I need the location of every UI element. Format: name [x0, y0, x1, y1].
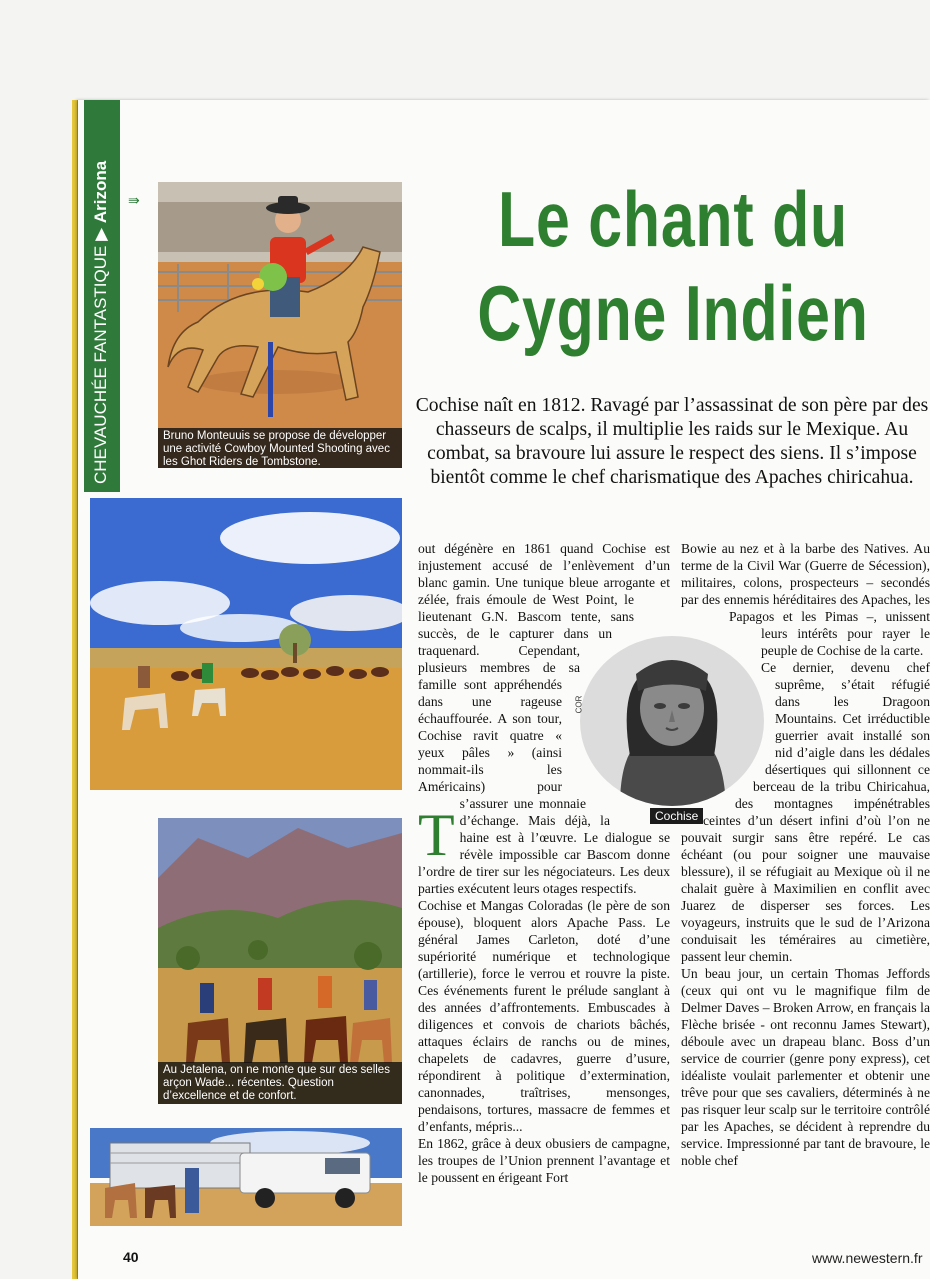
double-arrow-icon: ⇛ — [128, 193, 140, 209]
article-title — [473, 172, 874, 360]
wrap-spacer — [681, 812, 703, 829]
photo-cattle-drive — [90, 498, 402, 790]
col1-paragraph-3: En 1862, grâce à deux obusiers de campagne, les troupes de l’Union prennent l’avantage et le poussent en érigeant Fort — [418, 1136, 670, 1185]
article-intro: Cochise naît en 1812. Ravagé par l’assassinat de son père par des chasseurs de scalps, il multiplie les raids sur le Mexique. Au combat, sa bravoure lui assure le respect des siens. Il s’impose bientôt comme le chef charismatique des Apaches chiricahua. — [415, 395, 929, 488]
wrap-spacer — [681, 676, 775, 761]
section-rubric — [86, 100, 116, 484]
col1-paragraph-1: T out dégénère en 1861 quand Cochise est injustement accusé de l’enlèvement d’un blanc gamin. Une tunique bleue arrogante et zélée, frais émoule de West Point, le lieutenant G.N. Bascom tente, sans succès, de le capturer dans un traquenard. Cependant, plusieurs membres de sa famille sont appréhendés dans une rageuse échauffourée. A son tour, Cochise ravit quatre « yeux pâles » (ainsi nommait-ils les Américains) pour s’assurer une monnaie d’échange. Mais déjà, la haine est à l’œuvre. Le dialogue se révèle impossible car Bascom donne l’ordre de tirer sur les négociateurs. Les deux parties exécutent leurs otages respectifs. — [418, 541, 670, 896]
photo-credit: COR — [574, 695, 584, 714]
caption-photo3: Au Jetalena, on ne monte que sur des selles arçon Wade... récentes. Question d’excellence et de confort. — [158, 1062, 402, 1104]
wrap-spacer — [610, 808, 670, 825]
wrap-spacer — [612, 638, 670, 655]
wrap-spacer — [681, 625, 761, 676]
dropcap: T — [418, 802, 455, 868]
photo-mounted-shooting — [158, 182, 402, 468]
wrap-spacer — [586, 791, 670, 808]
wrap-spacer — [681, 761, 765, 778]
col2-paragraph-2: Ce dernier, devenu chef suprême, s’était réfugié dans les Dragoon Mountains. Cet irréductible guerrier avait installé son nid d’aigle dans les dédales désertiques qui sillonnent ce berceau de la tribu Chiricahua, des montagnes impénétrables ceintes d’un désert infini d’où l’on ne pouvait surgir sans être repéré. Le cas échéant (ou pour soigner une mauvaise blessure), il se réfugiait au Mexique où il ne chalait guère à Maximilien en conflit avec Juarez de disperser ses forces. Les voyageurs, instruits que le sud de l’Arizona conduisait les téméraires au cimetière, passent leur chemin. — [681, 660, 930, 964]
mounted-shooting-illustration — [158, 182, 402, 468]
truck-illustration — [90, 1128, 402, 1226]
article-column-1 — [418, 540, 670, 1230]
cattle-drive-illustration — [90, 498, 402, 790]
wrap-spacer — [634, 604, 670, 638]
rubric-text: CHEVAUCHÉE FANTASTIQUE — [91, 245, 110, 484]
wrap-spacer — [562, 689, 670, 791]
footer-url: www.newestern.fr — [812, 1250, 923, 1266]
col2-paragraph-1: Bowie au nez et à la barbe des Natives. Au terme de la Civil War (Guerre de Sécession), militaires, colons, prospecteurs – secondés par des ennemis héréditaires des Apaches, les Papagos et les Pimas –, unissent leurs intérêts pour rayer le peuple de Cochise de la carte. — [681, 541, 930, 658]
title-line-1: Le chant du — [498, 175, 848, 263]
portrait-label: Cochise — [650, 808, 703, 824]
wrap-spacer — [580, 655, 670, 689]
wrap-spacer — [681, 795, 735, 812]
wrap-spacer — [681, 608, 729, 625]
article-column-2 — [681, 540, 930, 1230]
page-number: 40 — [123, 1249, 139, 1265]
title-line-2: Cygne Indien — [477, 269, 869, 357]
rubric-region: Arizona — [91, 160, 110, 224]
col2-paragraph-3: Un beau jour, un certain Thomas Jeffords (ceux qui ont vu le magnifique film de Delmer Daves – Broken Arrow, en français la Flèche brisée - ont reconnu James Stewart), déboule avec un drapeau blanc. Boss d’un service de courrier (genre pony express), cet idéaliste voulait parlementer et obtenir une trêve pour que ses cavaliers, déterminés à ne pas risquer leur scalp sur le territoire contrôlé par les Apaches, se décident à reprendre du service. Impressionné par tant de bravoure, le noble chef — [681, 966, 930, 1168]
photo-truck-trailer — [90, 1128, 402, 1226]
rubric-arrow-icon: ▶ — [91, 227, 110, 241]
col1-paragraph-2: Cochise et Mangas Coloradas (le père de son épouse), bloquent alors Apache Pass. Le général James Carleton, doté d’une supériorité numérique et technologique (artillerie), force le verrou et rouvre la piste. Ces événements furent le prélude sanglant à des années d’affrontements. Embuscades à diligences et convois de chariots bâchés, attaques éclairs de ranchs ou de mines, chapelets de cadavres, guerre d’usure, répondirent à politique d’extermination, canonnades, traîtrises, mensonges, pendaisons, tortures, massacre de femmes et d’enfants, mépris... — [418, 898, 670, 1134]
wrap-spacer — [681, 778, 753, 795]
caption-photo1: Bruno Monteuuis se propose de développer une activité Cowboy Mounted Shooting avec les Ghot Riders de Tombstone. — [158, 428, 402, 468]
